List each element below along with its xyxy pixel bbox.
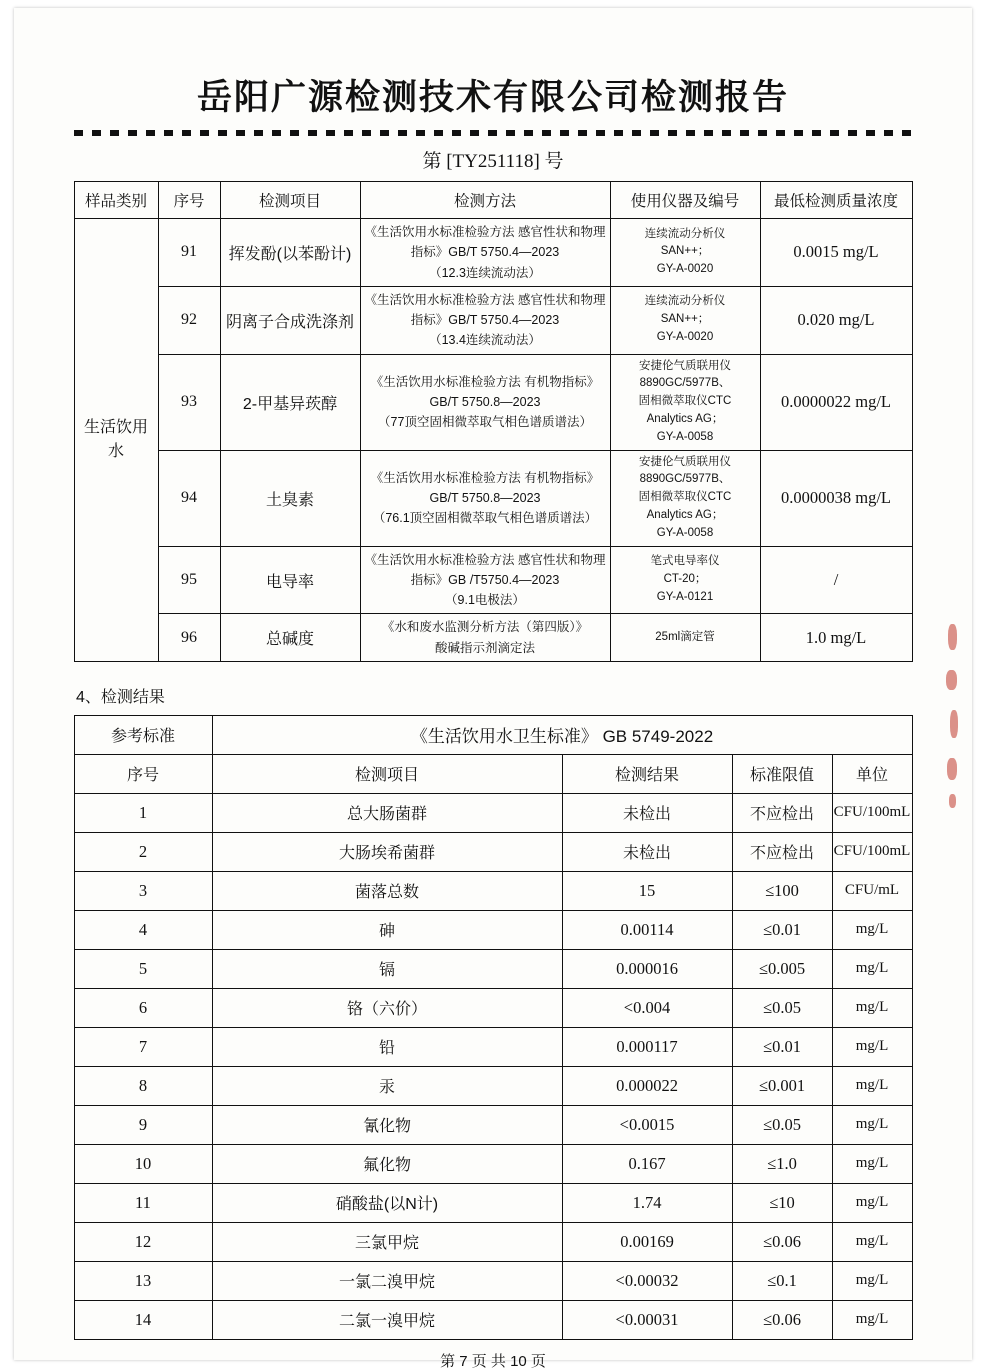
table-row [74,832,912,871]
table-row [74,988,912,1027]
cell-test-item: 砷 [212,910,562,949]
cell-test-item: 阴离子合成洗涤剂 [220,286,360,354]
cell-min-concentration: 1.0 mg/L [760,614,912,662]
reference-standard-row [74,715,912,754]
table-row [74,1261,912,1300]
th-test-result: 检测结果 [562,754,732,793]
cell-standard-limit: ≤0.005 [732,949,832,988]
table-row [74,219,912,287]
cell-standard-limit: ≤0.01 [732,1027,832,1066]
results-table [74,715,913,1340]
section-title-results: 4、检测结果 [76,688,165,706]
th-index: 序号 [74,754,212,793]
cell-test-result: 0.000016 [562,949,732,988]
cell-test-result: <0.00032 [562,1261,732,1300]
cell-standard-limit: ≤0.1 [732,1261,832,1300]
cell-min-concentration: 0.020 mg/L [760,286,912,354]
table-row [74,910,912,949]
cell-unit: mg/L [832,910,912,949]
cell-reference-value: 《生活饮用水卫生标准》 GB 5749-2022 [212,715,912,754]
title-underline-dashes [74,130,912,136]
cell-index: 94 [158,450,220,546]
cell-test-item: 挥发酚(以苯酚计) [220,219,360,287]
cell-unit: mg/L [832,1183,912,1222]
cell-unit: mg/L [832,1300,912,1339]
cell-index: 92 [158,286,220,354]
table-row [74,286,912,354]
cell-index: 1 [74,793,212,832]
cell-unit: CFU/mL [832,871,912,910]
cell-test-method: 《生活饮用水标准检验方法 感官性状和物理指标》GB /T5750.4—2023 （9.1电极法） [360,546,610,614]
cell-standard-limit: ≤0.06 [732,1300,832,1339]
th-test-item: 检测项目 [212,754,562,793]
th-test-method: 检测方法 [360,182,610,219]
cell-standard-limit: ≤10 [732,1183,832,1222]
cell-index: 2 [74,832,212,871]
cell-test-result: 1.74 [562,1183,732,1222]
cell-test-method: 《生活饮用水标准检验方法 感官性状和物理指标》GB/T 5750.4—2023 （12.3连续流动法） [360,219,610,287]
cell-min-concentration: 0.0000022 mg/L [760,354,912,450]
th-instrument: 使用仪器及编号 [610,182,760,219]
cell-index: 12 [74,1222,212,1261]
cell-test-item: 汞 [212,1066,562,1105]
cell-min-concentration: / [760,546,912,614]
table-row [74,949,912,988]
cell-test-result: <0.00031 [562,1300,732,1339]
cell-test-result: 0.167 [562,1144,732,1183]
cell-unit: mg/L [832,949,912,988]
page-title: 岳阳广源检测技术有限公司检测报告 [196,78,789,117]
cell-index: 5 [74,949,212,988]
cell-standard-limit: ≤100 [732,871,832,910]
cell-unit: mg/L [832,1105,912,1144]
cell-standard-limit: ≤1.0 [732,1144,832,1183]
cell-test-result: 0.000022 [562,1066,732,1105]
cell-index: 7 [74,1027,212,1066]
cell-instrument: 安捷伦气质联用仪 8890GC/5977B、 固相微萃取仪CTC Analytics AG； GY-A-0058 [610,450,760,546]
cell-test-item: 土臭素 [220,450,360,546]
cell-test-item: 总大肠菌群 [212,793,562,832]
cell-unit: CFU/100mL [832,832,912,871]
cell-standard-limit: ≤0.01 [732,910,832,949]
table-row [74,614,912,662]
cell-test-method: 《生活饮用水标准检验方法 有机物指标》 GB/T 5750.8—2023 （76.1顶空固相微萃取气相色谱质谱法） [360,450,610,546]
cell-test-item: 氟化物 [212,1144,562,1183]
cell-test-result: 未检出 [562,832,732,871]
cell-test-result: 0.00114 [562,910,732,949]
table-row [74,1105,912,1144]
cell-test-result: 未检出 [562,793,732,832]
th-sample-category: 样品类别 [74,182,158,219]
cell-index: 96 [158,614,220,662]
cell-index: 10 [74,1144,212,1183]
cell-index: 6 [74,988,212,1027]
cell-test-item: 三氯甲烷 [212,1222,562,1261]
cell-test-item: 氰化物 [212,1105,562,1144]
cell-unit: mg/L [832,988,912,1027]
cell-index: 11 [74,1183,212,1222]
cell-reference-label: 参考标准 [74,715,212,754]
table-row [74,1066,912,1105]
method-table [74,181,913,662]
cell-test-item: 铬（六价） [212,988,562,1027]
th-test-item: 检测项目 [220,182,360,219]
th-standard-limit: 标准限值 [732,754,832,793]
table-row [74,1222,912,1261]
cell-standard-limit: ≤0.001 [732,1066,832,1105]
cell-unit: CFU/100mL [832,793,912,832]
cell-test-result: 0.000117 [562,1027,732,1066]
cell-min-concentration: 0.0000038 mg/L [760,450,912,546]
method-table-header-row [74,182,912,219]
th-index: 序号 [158,182,220,219]
cell-unit: mg/L [832,1144,912,1183]
table-row [74,1300,912,1339]
cell-test-item: 二氯一溴甲烷 [212,1300,562,1339]
paper-sheet [14,8,972,1370]
cell-test-result: 15 [562,871,732,910]
cell-test-item: 菌落总数 [212,871,562,910]
table-row [74,354,912,450]
cell-instrument: 笔式电导率仪 CT-20； GY-A-0121 [610,546,760,614]
cell-test-item: 总碱度 [220,614,360,662]
cell-standard-limit: 不应检出 [732,832,832,871]
stamp-edge-marks [944,618,966,808]
cell-unit: mg/L [832,1222,912,1261]
cell-test-item: 一氯二溴甲烷 [212,1261,562,1300]
th-unit: 单位 [832,754,912,793]
cell-index: 13 [74,1261,212,1300]
cell-index: 9 [74,1105,212,1144]
cell-test-method: 《生活饮用水标准检验方法 有机物指标》 GB/T 5750.8—2023 （77顶空固相微萃取气相色谱质谱法） [360,354,610,450]
cell-unit: mg/L [832,1027,912,1066]
cell-instrument: 连续流动分析仪 SAN++； GY-A-0020 [610,219,760,287]
table-row [74,1027,912,1066]
cell-standard-limit: ≤0.05 [732,988,832,1027]
cell-test-item: 镉 [212,949,562,988]
cell-test-method: 《生活饮用水标准检验方法 感官性状和物理指标》GB/T 5750.4—2023 （13.4连续流动法） [360,286,610,354]
cell-standard-limit: ≤0.06 [732,1222,832,1261]
cell-test-result: 0.00169 [562,1222,732,1261]
table-row [74,793,912,832]
cell-test-method: 《水和废水监测分析方法（第四版）》 酸碱指示剂滴定法 [360,614,610,662]
th-min-concentration: 最低检测质量浓度 [760,182,912,219]
table-row [74,450,912,546]
cell-test-item: 硝酸盐(以N计) [212,1183,562,1222]
cell-test-result: <0.004 [562,988,732,1027]
cell-index: 91 [158,219,220,287]
cell-standard-limit: 不应检出 [732,793,832,832]
cell-index: 8 [74,1066,212,1105]
cell-test-item: 大肠埃希菌群 [212,832,562,871]
cell-index: 4 [74,910,212,949]
cell-index: 14 [74,1300,212,1339]
table-row [74,546,912,614]
cell-test-item: 2-甲基异莰醇 [220,354,360,450]
cell-unit: mg/L [832,1261,912,1300]
cell-index: 93 [158,354,220,450]
cell-index: 95 [158,546,220,614]
table-row [74,871,912,910]
cell-test-item: 铅 [212,1027,562,1066]
cell-min-concentration: 0.0015 mg/L [760,219,912,287]
cell-instrument: 25ml滴定管 [610,614,760,662]
cell-index: 3 [74,871,212,910]
cell-sample-category: 生活饮用水 [74,219,158,662]
table-row [74,1144,912,1183]
table-row [74,1183,912,1222]
cell-test-result: <0.0015 [562,1105,732,1144]
cell-standard-limit: ≤0.05 [732,1105,832,1144]
cell-instrument: 安捷伦气质联用仪 8890GC/5977B、 固相微萃取仪CTC Analytics AG； GY-A-0058 [610,354,760,450]
results-table-header-row [74,754,912,793]
cell-unit: mg/L [832,1066,912,1105]
cell-instrument: 连续流动分析仪 SAN++； GY-A-0020 [610,286,760,354]
cell-test-item: 电导率 [220,546,360,614]
page-footer: 第 7 页 共 10 页 [440,1352,546,1370]
document-number: 第 [TY251118] 号 [422,151,564,172]
